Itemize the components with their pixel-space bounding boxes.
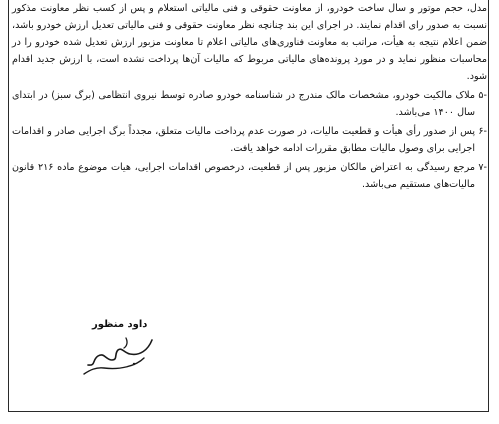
- item-5: [12, 87, 487, 121]
- item-7: [12, 159, 487, 193]
- item-number: -۵: [478, 90, 487, 101]
- item-text: مرجع رسیدگی به اعتراض مالکان مزبور پس از قطعیت، درخصوص اقدامات اجرایی، هیات موضوع ماده ۲۱۶ قانون مالیات‌های مستقیم می‌باشد.: [12, 162, 475, 190]
- item-6: [12, 123, 487, 157]
- item-number: -۷: [478, 162, 487, 173]
- document-body: [12, 0, 487, 193]
- item-number: -۶: [478, 126, 487, 137]
- intro-paragraph: مدل، حجم موتور و سال ساخت خودرو، از معاونت حقوقی و فنی مالیاتی استعلام و پس از کسب نظر معاونت مذکور نسبت به صدور رای اقدام نمایند. در اجرای این بند چنانچه نظر معاونت حقوقی و فنی مالیاتی تعدیل ارزش خودرو باشد، ضمن اعلام نتیجه به هیأت، مراتب به معاونت فناوری‌های مالیاتی اعلام تا معاونت مزبور ارزش تعدیل شده خودرو را در محاسبات منظور نماید و در مورد پرونده‌های مالیاتی مربوط که مالیات آن‌ها پرداخت نشده است، با ارزش جدید اقدام شود.: [12, 3, 487, 82]
- item-text: ملاک مالکیت خودرو، مشخصات مالک مندرج در شناسنامه خودرو صادره توسط نیروی انتظامی (برگ سبز) در ابتدای سال ۱۴۰۰ می‌باشد.: [12, 90, 475, 118]
- item-text: پس از صدور رأی هیأت و قطعیت مالیات، در صورت عدم پرداخت مالیات متعلق، مجدداً برگ اجرایی صادر و اقدامات اجرایی برای وصول مالیات مطابق مقررات ادامه خواهد یافت.: [12, 126, 475, 154]
- handwritten-signature: [74, 332, 164, 380]
- signer-name: داود منظور: [92, 319, 148, 330]
